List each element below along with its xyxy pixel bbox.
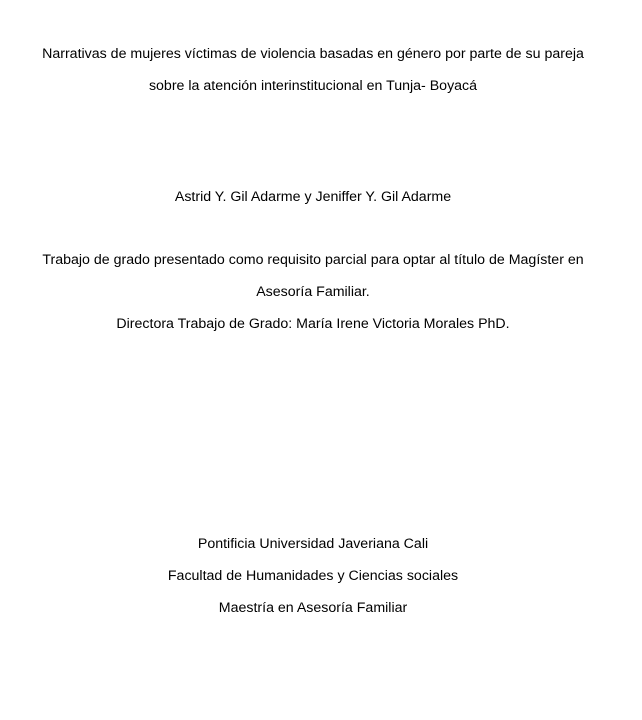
thesis-director: Directora Trabajo de Grado: María Irene Victoria Morales PhD. (116, 316, 510, 332)
degree-purpose-line-2: Asesoría Familiar. (256, 284, 370, 300)
authors: Astrid Y. Gil Adarme y Jeniffer Y. Gil Adarme (174, 189, 452, 205)
program-name: Maestría en Asesoría Familiar (218, 600, 408, 616)
document-title-line-2: sobre la atención interinstitucional en Tunja- Boyacá (148, 78, 478, 94)
faculty-name: Facultad de Humanidades y Ciencias sociales (167, 568, 459, 584)
document-title-line-1: Narrativas de mujeres víctimas de violencia basadas en género por parte de su pareja (42, 46, 584, 62)
degree-purpose-line-1: Trabajo de grado presentado como requisito parcial para optar al título de Magíster en (42, 252, 584, 268)
university-name: Pontificia Universidad Javeriana Cali (197, 536, 429, 552)
